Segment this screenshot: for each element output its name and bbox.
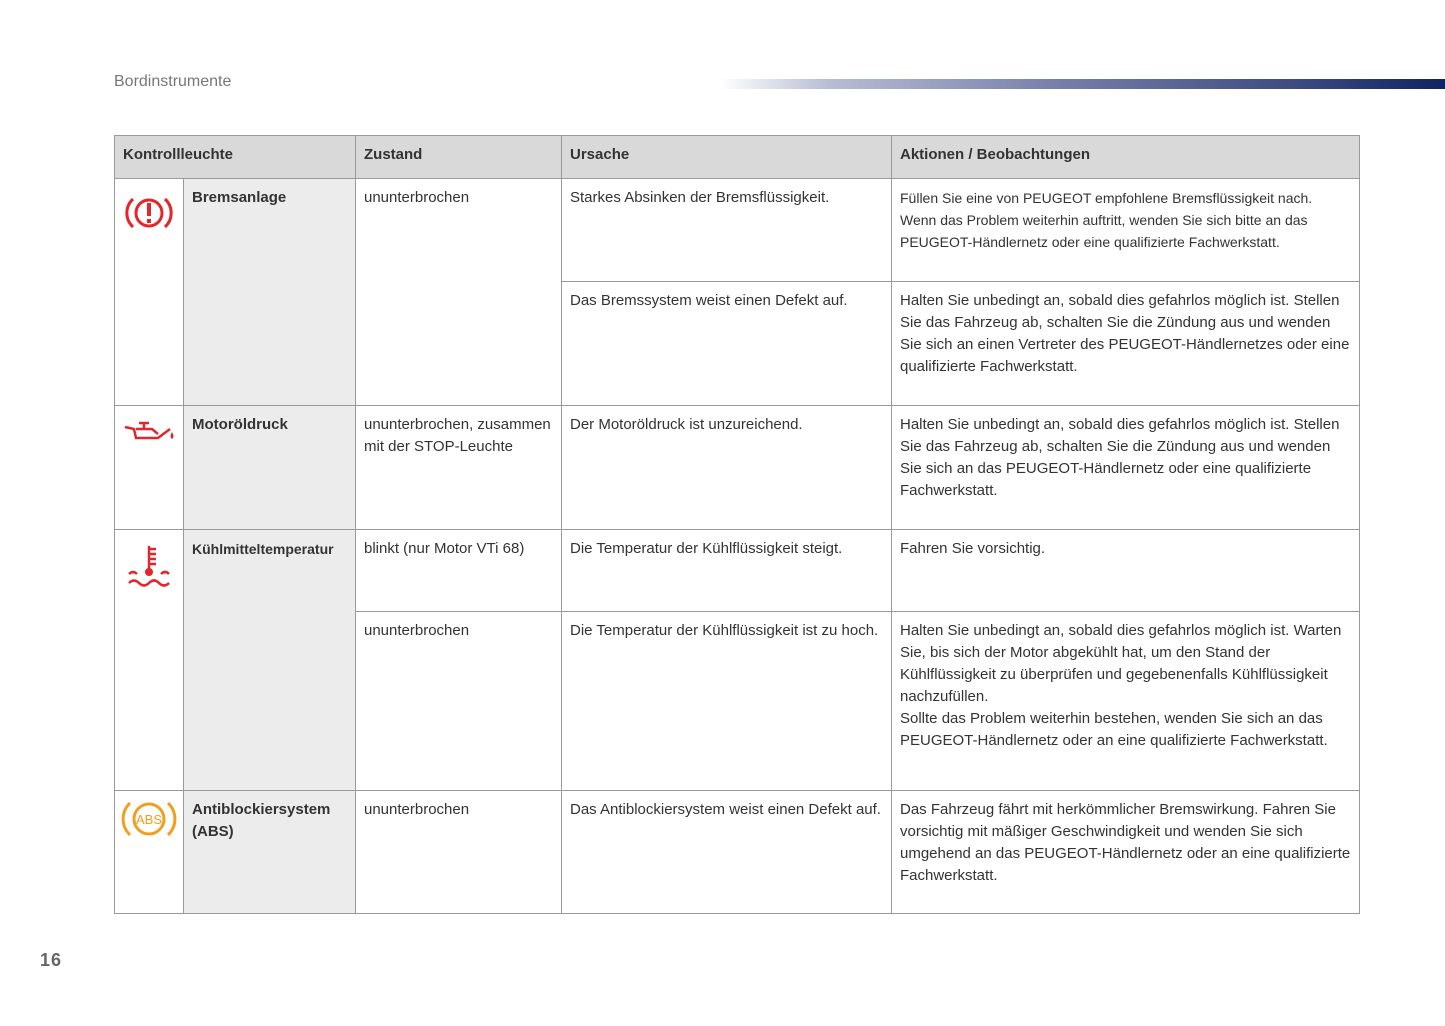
ursache-cell: Starkes Absinken der Bremsflüssigkeit. [562,179,892,282]
aktion-cell: Fahren Sie vorsichtig. [892,530,1360,612]
table-header-row [115,136,1360,179]
column-header: Zustand [356,136,562,179]
icon-cell [115,791,184,914]
zustand-cell: blinkt (nur Motor VTi 68) [356,530,562,612]
header-gradient-bar [720,79,1445,89]
table-row [115,406,1360,530]
table-row [115,530,1360,612]
aktion-cell [892,612,1360,791]
ursache-cell: Das Bremssystem weist einen Defekt auf. [562,282,892,406]
ursache-cell: Der Motoröldruck ist unzureichend. [562,406,892,530]
ursache-cell: Die Temperatur der Kühlflüssigkeit ist zu hoch. [562,612,892,791]
zustand-cell: ununterbrochen [356,179,562,406]
abs-icon [121,797,177,841]
light-name: Kühlmitteltemperatur [184,530,356,791]
zustand-cell: ununterbrochen [356,612,562,791]
aktion-cell: Halten Sie unbedingt an, sobald dies gefahrlos möglich ist. Stellen Sie das Fahrzeug ab, schalten Sie die Zündung aus und wenden Sie sich an das PEUGEOT-Händlernetz oder eine qualifizierte Fachwerkstatt. [892,406,1360,530]
section-title: Bordinstrumente [114,73,232,90]
aktion-text: Sollte das Problem weiterhin bestehen, wenden Sie sich an das PEUGEOT-Händlernetz oder an eine qualifizierte Fachwerkstatt. [900,710,1328,749]
column-header: Kontrollleuchte [115,136,356,179]
coolant-temperature-icon [125,544,173,590]
table-row [115,179,1360,282]
ursache-cell: Das Antiblockiersystem weist einen Defekt auf. [562,791,892,914]
oil-pressure-icon [122,420,176,446]
column-header: Aktionen / Beobachtungen [892,136,1360,179]
brake-warning-icon [125,193,173,233]
aktion-cell: Halten Sie unbedingt an, sobald dies gefahrlos möglich ist. Stellen Sie das Fahrzeug ab, schalten Sie die Zündung aus und wenden Sie sich an einen Vertreter des PEUGEOT-Händlernetzes oder eine qualifizierte Fachwerkstatt. [892,282,1360,406]
warning-lights-table [114,135,1360,914]
table-row [115,791,1360,914]
icon-cell [115,530,184,791]
light-name: Antiblockiersystem (ABS) [184,791,356,914]
icon-cell [115,406,184,530]
light-name: Motoröldruck [184,406,356,530]
aktion-cell: Füllen Sie eine von PEUGEOT empfohlene Bremsflüssigkeit nach. Wenn das Problem weiterhin auftritt, wenden Sie sich bitte an das PEUGEOT-Händlernetz oder eine qualifizierte Fachwerkstatt. [892,179,1360,282]
light-name: Bremsanlage [184,179,356,406]
aktion-text: Halten Sie unbedingt an, sobald dies gefahrlos möglich ist. Warten Sie, bis sich der Motor abgekühlt hat, um den Stand der Kühlflüssigkeit zu überprüfen und gegebenenfalls Kühlflüssigkeit nachzufüllen. [900,622,1342,705]
abs-icon-text: ABS [135,812,163,827]
ursache-cell: Die Temperatur der Kühlflüssigkeit steigt. [562,530,892,612]
zustand-cell: ununterbrochen, zusammen mit der STOP-Leuchte [356,406,562,530]
aktion-cell: Das Fahrzeug fährt mit herkömmlicher Bremswirkung. Fahren Sie vorsichtig mit mäßiger Geschwindigkeit und wenden Sie sich umgehend an das PEUGEOT-Händlernetz oder an eine qualifizierte Fachwerkstatt. [892,791,1360,914]
page-number: 16 [40,950,63,970]
zustand-cell: ununterbrochen [356,791,562,914]
column-header: Ursache [562,136,892,179]
icon-cell [115,179,184,406]
